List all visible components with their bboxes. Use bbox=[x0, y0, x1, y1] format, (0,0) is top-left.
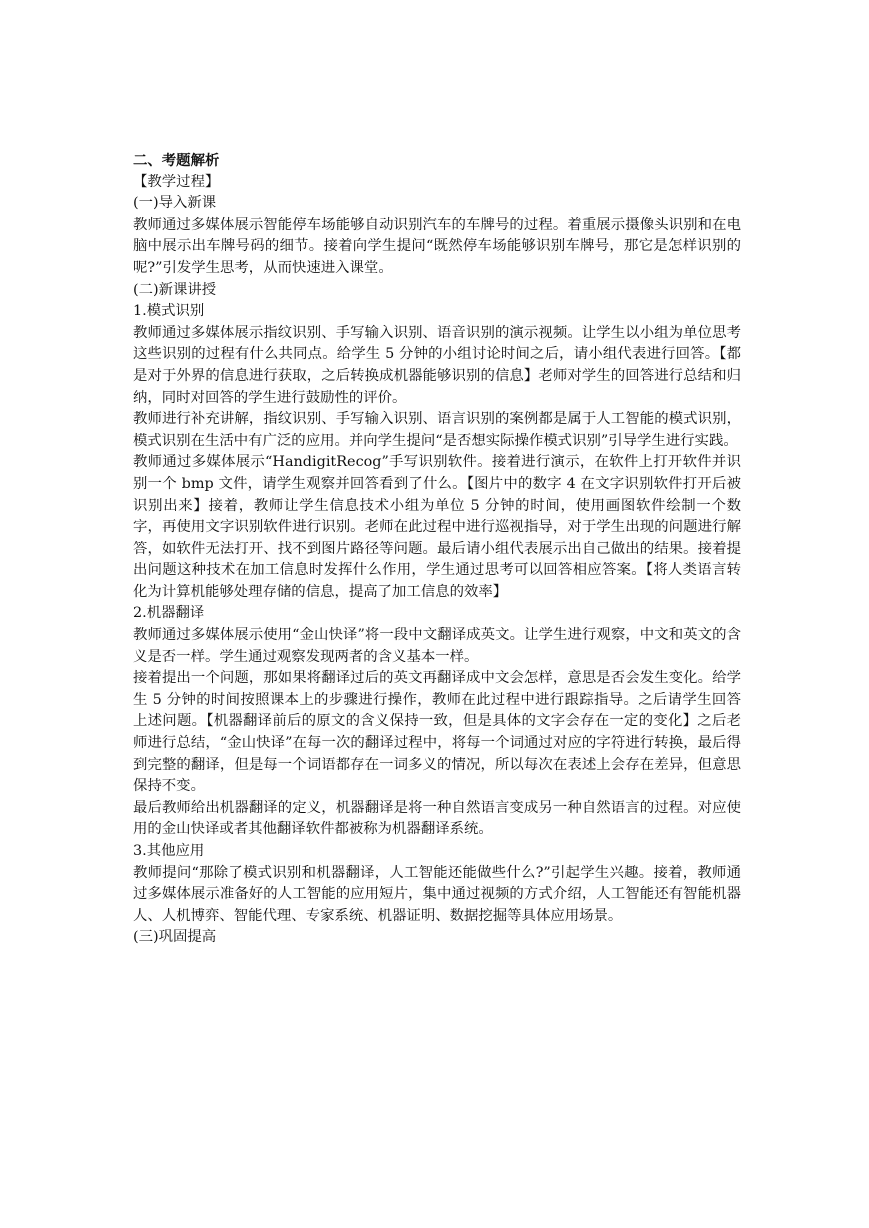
part1-title: (一)导入新课 bbox=[133, 195, 217, 212]
sub3-title: 3.其他应用 bbox=[133, 843, 205, 859]
sub2-paragraph-3: 最后教师给出机器翻译的定义，机器翻译是将一种自然语言变成另一种自然语言的过程。对应使用的金山快译或者其他翻译软件都被称为机器翻译系统。 bbox=[133, 799, 741, 838]
part2-title: (二)新课讲授 bbox=[133, 281, 217, 298]
document-page bbox=[133, 150, 741, 949]
part1-paragraph: 教师通过多媒体展示智能停车场能够自动识别汽车的车牌号的过程。着重展示摄像头识别和在电脑中展示出车牌号码的细节。接着向学生提问“既然停车场能够识别车牌号，那它是怎样识别的呢?”引发学生思考，从而快速进入课堂。 bbox=[133, 216, 741, 276]
sub1-title: 1.模式识别 bbox=[133, 303, 205, 320]
sub2-paragraph-1: 教师通过多媒体展示使用“金山快译”将一段中文翻译成英文。让学生进行观察，中文和英文的含义是否一样。学生通过观察发现两者的含义基本一样。 bbox=[133, 627, 741, 665]
sub1-paragraph-3: 教师通过多媒体展示“HandigitRecog”手写识别软件。接着进行演示，在软件上打开软件并识别一个 bmp 文件，请学生观察并回答看到了什么。【图片中的数字 4 在文字识别软件打开后被识别出来】接着，教师让学生信息技术小组为单位 5 分钟的时间，使用画图软件绘制一个数字，再使用文字识别软件进行识别。老师在此过程中进行巡视指导，对于学生出现的问题进行解答，如软件无法打开、找不到图片路径等问题。最后请小组代表展示出自己做出的结果。接着提出问题这种技术在加工信息时发挥什么作用，学生通过思考可以回答相应答案。【将人类语言转化为计算机能够处理存储的信息，提高了加工信息的效率】 bbox=[133, 454, 741, 600]
sub1-paragraph-2: 教师进行补充讲解，指纹识别、手写输入识别、语言识别的案例都是属于人工智能的模式识别，模式识别在生活中有广泛的应用。并向学生提问“是否想实际操作模式识别”引导学生进行实践。 bbox=[133, 411, 741, 449]
sub2-paragraph-2: 接着提出一个问题，那如果将翻译过后的英文再翻译成中文会怎样，意思是否会发生变化。给学生 5 分钟的时间按照课本上的步骤进行操作，教师在此过程中进行跟踪指导。之后请学生回答上述问题。【机器翻译前后的原文的含义保持一致，但是具体的文字会存在一定的变化】之后老师进行总结，“金山快译”在每一次的翻译过程中，将每一个词通过对应的字符进行转换，最后得到完整的翻译，但是每一个词语都存在一词多义的情况，所以每次在表述上会存在差异，但意思保持不变。 bbox=[133, 670, 741, 795]
teaching-process-label: 【教学过程】 bbox=[133, 173, 220, 190]
section-title: 二、考题解析 bbox=[133, 152, 220, 169]
sub2-title: 2.机器翻译 bbox=[133, 605, 205, 622]
sub1-paragraph-1: 教师通过多媒体展示指纹识别、手写输入识别、语音识别的演示视频。让学生以小组为单位思考这些识别的过程有什么共同点。给学生 5 分钟的小组讨论时间之后，请小组代表进行回答。【都是对于外界的信息进行获取，之后转换成机器能够识别的信息】老师对学生的回答进行总结和归纳，同时对回答的学生进行鼓励性的评价。 bbox=[133, 324, 741, 406]
sub3-paragraph: 教师提问“那除了模式识别和机器翻译，人工智能还能做些什么?”引起学生兴趣。接着，教师通过多媒体展示准备好的人工智能的应用短片，集中通过视频的方式介绍，人工智能还有智能机器人、人机博弈、智能代理、专家系统、机器证明、数据挖掘等具体应用场景。 bbox=[133, 864, 741, 924]
part3-title: (三)巩固提高 bbox=[133, 929, 217, 946]
